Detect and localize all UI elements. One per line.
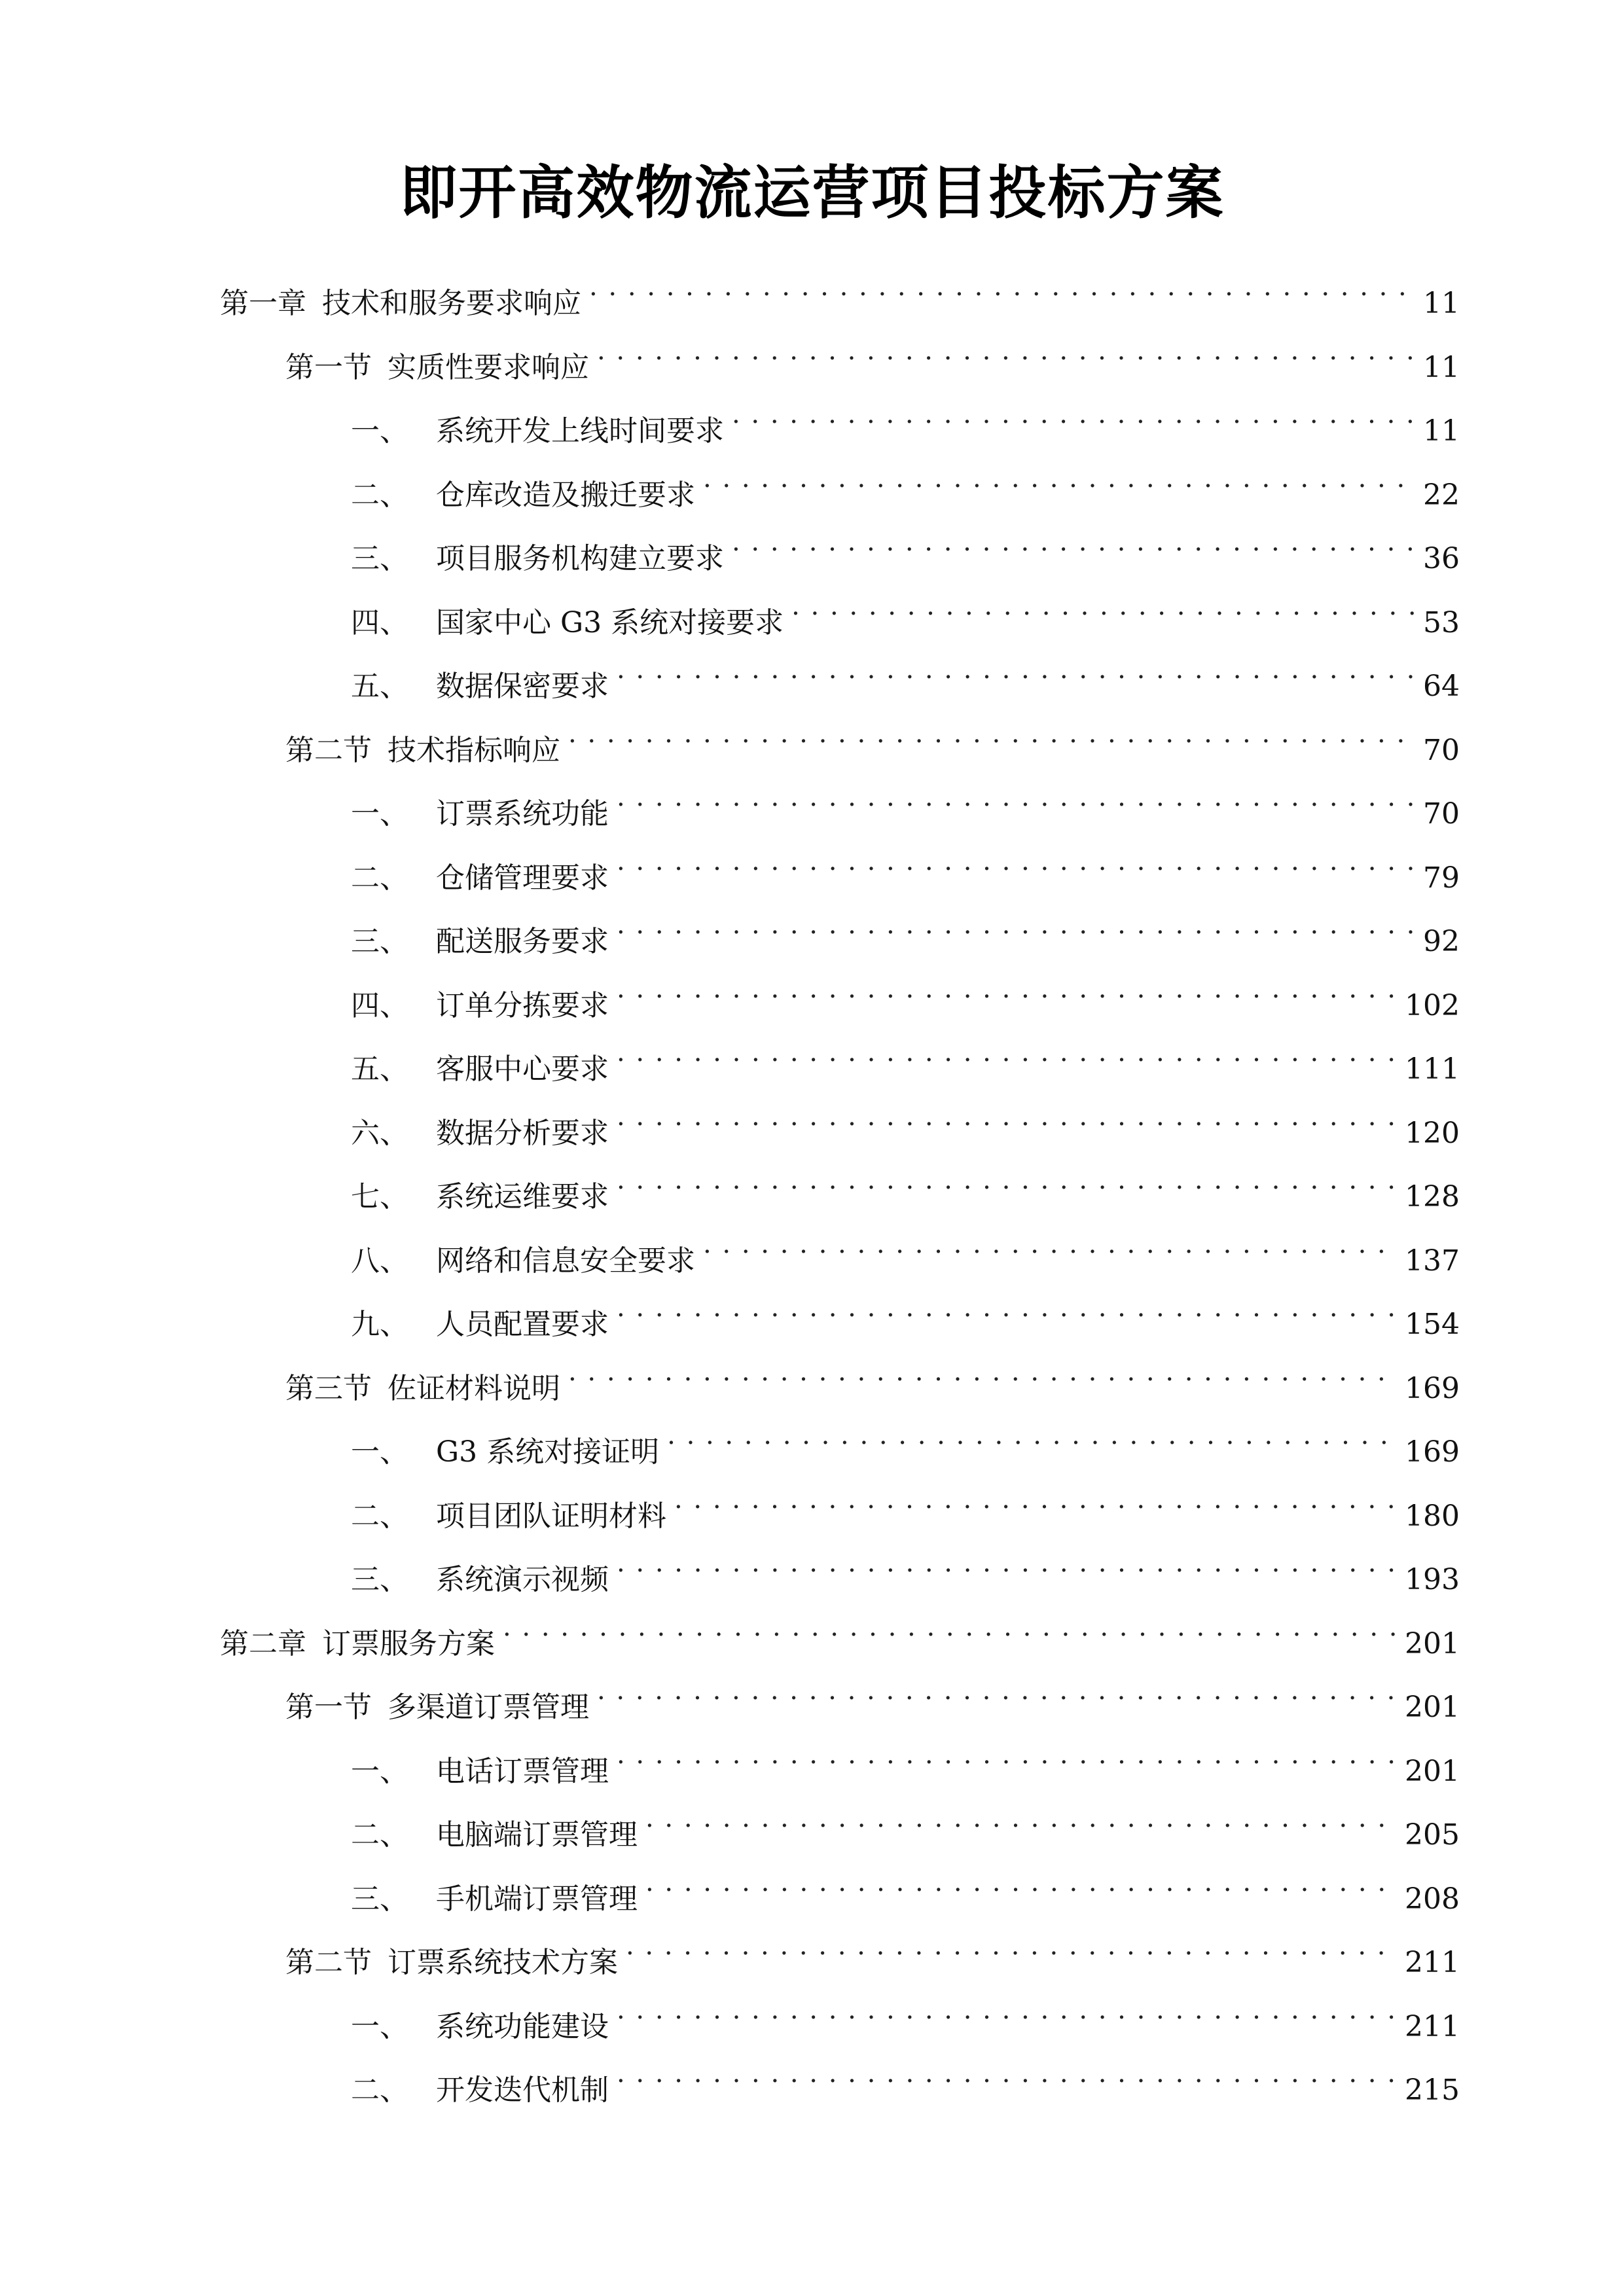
toc-entry-title: 国家中心 G3 系统对接要求 xyxy=(436,606,784,639)
toc-entry-title: 仓储管理要求 xyxy=(436,861,609,895)
toc-entry[interactable] xyxy=(351,1409,1460,1469)
toc-entry-page-number: 201 xyxy=(1405,1755,1460,1788)
toc-dot-leader xyxy=(617,963,1397,1015)
toc-entry-number: 一、 xyxy=(351,2010,408,2043)
toc-dot-leader xyxy=(617,1090,1397,1143)
toc-dot-leader xyxy=(503,1601,1397,1653)
toc-entry-title: 系统功能建设 xyxy=(436,2010,609,2043)
toc-dot-leader xyxy=(791,580,1415,632)
toc-entry-page-number: 201 xyxy=(1405,1627,1460,1660)
toc-entry-number: 第二节 xyxy=(285,734,372,767)
toc-entry[interactable] xyxy=(351,1282,1460,1341)
toc-entry-page-number: 53 xyxy=(1423,606,1460,639)
toc-entry-page-number: 11 xyxy=(1423,414,1460,448)
toc-entry[interactable] xyxy=(285,325,1460,384)
toc-entry-number: 二、 xyxy=(351,478,408,512)
toc-dot-leader xyxy=(597,1664,1397,1717)
toc-dot-leader xyxy=(626,1920,1397,1972)
toc-entry-title: 系统运维要求 xyxy=(436,1180,609,1213)
toc-entry-title: 系统开发上线时间要求 xyxy=(436,414,724,448)
toc-entry-title: 订票服务方案 xyxy=(322,1627,495,1660)
toc-entry[interactable] xyxy=(351,1026,1460,1086)
toc-entry-number: 四、 xyxy=(351,606,408,639)
toc-entry-title: 实质性要求响应 xyxy=(388,351,589,384)
toc-entry-number: 八、 xyxy=(351,1244,408,1278)
toc-entry-title: 客服中心要求 xyxy=(436,1052,609,1086)
toc-entry[interactable] xyxy=(285,1664,1460,1724)
toc-dot-leader xyxy=(617,1729,1397,1781)
toc-entry-title: 人员配置要求 xyxy=(436,1308,609,1341)
toc-entry[interactable] xyxy=(351,516,1460,575)
toc-entry[interactable] xyxy=(351,963,1460,1022)
toc-entry[interactable] xyxy=(285,1346,1460,1405)
toc-entry-number: 三、 xyxy=(351,925,408,958)
toc-entry-number: 第二章 xyxy=(220,1627,306,1660)
toc-entry-number: 三、 xyxy=(351,1563,408,1596)
toc-dot-leader xyxy=(617,643,1415,696)
toc-entry-number: 二、 xyxy=(351,861,408,895)
toc-dot-leader xyxy=(617,771,1415,823)
toc-entry-number: 二、 xyxy=(351,1499,408,1533)
toc-dot-leader xyxy=(732,388,1415,440)
toc-entry[interactable] xyxy=(351,835,1460,895)
toc-entry-page-number: 205 xyxy=(1405,1818,1460,1852)
toc-entry-title: 开发迭代机制 xyxy=(436,2073,609,2107)
toc-entry-title: 仓库改造及搬迁要求 xyxy=(436,478,695,512)
toc-entry-page-number: 211 xyxy=(1405,1946,1460,1979)
toc-entry-number: 九、 xyxy=(351,1308,408,1341)
toc-entry-page-number: 70 xyxy=(1423,797,1460,831)
toc-entry-page-number: 111 xyxy=(1405,1052,1460,1086)
toc-entry[interactable] xyxy=(351,1537,1460,1596)
toc-entry-page-number: 128 xyxy=(1405,1180,1460,1213)
toc-entry-title: G3 系统对接证明 xyxy=(436,1435,660,1469)
toc-entry[interactable] xyxy=(285,708,1460,767)
toc-dot-leader xyxy=(667,1409,1397,1462)
toc-entry-number: 一、 xyxy=(351,1435,408,1469)
toc-entry[interactable] xyxy=(351,1729,1460,1788)
toc-entry-page-number: 169 xyxy=(1405,1435,1460,1469)
toc-entry-number: 四、 xyxy=(351,989,408,1022)
toc-entry[interactable] xyxy=(351,1984,1460,2043)
toc-entry-page-number: 70 xyxy=(1423,734,1460,767)
toc-dot-leader xyxy=(568,1346,1397,1398)
toc-entry-title: 订票系统功能 xyxy=(436,797,609,831)
toc-entry[interactable] xyxy=(351,1154,1460,1213)
toc-entry-number: 六、 xyxy=(351,1117,408,1150)
toc-entry-number: 五、 xyxy=(351,670,408,703)
toc-entry-page-number: 64 xyxy=(1423,670,1460,703)
toc-entry-title: 佐证材料说明 xyxy=(388,1372,560,1405)
toc-entry[interactable] xyxy=(351,1090,1460,1150)
toc-entry-title: 电脑端订票管理 xyxy=(436,1818,638,1852)
toc-entry[interactable] xyxy=(351,1473,1460,1533)
toc-dot-leader xyxy=(617,1026,1397,1079)
toc-entry[interactable] xyxy=(351,452,1460,512)
toc-entry[interactable] xyxy=(220,260,1460,320)
toc-dot-leader xyxy=(703,452,1415,505)
toc-entry-number: 第一节 xyxy=(285,1691,372,1724)
toc-entry-page-number: 201 xyxy=(1405,1691,1460,1724)
toc-dot-leader xyxy=(617,1154,1397,1206)
toc-entry-title: 系统演示视频 xyxy=(436,1563,609,1596)
toc-dot-leader xyxy=(645,1792,1397,1844)
toc-entry-number: 七、 xyxy=(351,1180,408,1213)
toc-entry[interactable] xyxy=(285,1920,1460,1979)
document-title: 即开高效物流运营项目投标方案 xyxy=(399,159,1225,226)
toc-entry-title: 多渠道订票管理 xyxy=(388,1691,589,1724)
toc-entry-title: 电话订票管理 xyxy=(436,1755,609,1788)
toc-dot-leader xyxy=(597,325,1415,377)
toc-entry-page-number: 102 xyxy=(1405,989,1460,1022)
toc-dot-leader xyxy=(645,1856,1397,1909)
toc-entry[interactable] xyxy=(351,899,1460,958)
toc-entry-title: 数据分析要求 xyxy=(436,1117,609,1150)
toc-entry-page-number: 120 xyxy=(1405,1117,1460,1150)
toc-entry-title: 网络和信息安全要求 xyxy=(436,1244,695,1278)
toc-entry-page-number: 11 xyxy=(1423,287,1460,320)
toc-entry-title: 项目服务机构建立要求 xyxy=(436,542,724,575)
toc-entry-number: 一、 xyxy=(351,797,408,831)
toc-entry-title: 技术指标响应 xyxy=(388,734,560,767)
toc-entry-title: 项目团队证明材料 xyxy=(436,1499,666,1533)
toc-entry-page-number: 22 xyxy=(1423,478,1460,512)
toc-entry-page-number: 180 xyxy=(1405,1499,1460,1533)
toc-entry-page-number: 169 xyxy=(1405,1372,1460,1405)
toc-entry[interactable] xyxy=(220,1601,1460,1660)
toc-dot-leader xyxy=(617,1537,1397,1589)
toc-dot-leader xyxy=(617,1984,1397,2036)
toc-entry-page-number: 193 xyxy=(1405,1563,1460,1596)
toc-dot-leader xyxy=(617,899,1415,951)
toc-entry[interactable] xyxy=(351,388,1460,448)
toc-entry-number: 三、 xyxy=(351,542,408,575)
toc-entry-number: 第一节 xyxy=(285,351,372,384)
toc-entry-page-number: 11 xyxy=(1423,351,1460,384)
toc-entry-number: 第三节 xyxy=(285,1372,372,1405)
toc-entry-title: 技术和服务要求响应 xyxy=(322,287,581,320)
toc-entry-page-number: 36 xyxy=(1423,542,1460,575)
toc-entry-title: 数据保密要求 xyxy=(436,670,609,703)
toc-entry-title: 手机端订票管理 xyxy=(436,1882,638,1916)
toc-entry[interactable] xyxy=(351,1856,1460,1916)
toc-dot-leader xyxy=(703,1218,1397,1270)
toc-entry[interactable] xyxy=(351,580,1460,639)
toc-entry-page-number: 154 xyxy=(1405,1308,1460,1341)
toc-entry-number: 第二节 xyxy=(285,1946,372,1979)
toc-entry-number: 二、 xyxy=(351,1818,408,1852)
toc-entry[interactable] xyxy=(351,2047,1460,2107)
toc-dot-leader xyxy=(617,835,1415,888)
toc-entry-page-number: 208 xyxy=(1405,1882,1460,1916)
toc-entry[interactable] xyxy=(351,643,1460,703)
toc-entry-page-number: 215 xyxy=(1405,2073,1460,2107)
toc-entry-title: 订单分拣要求 xyxy=(436,989,609,1022)
toc-dot-leader xyxy=(674,1473,1397,1526)
toc-entry-page-number: 211 xyxy=(1405,2010,1460,2043)
toc-dot-leader xyxy=(589,260,1415,313)
toc-entry-number: 一、 xyxy=(351,1755,408,1788)
toc-entry[interactable] xyxy=(351,1218,1460,1278)
toc-entry-number: 三、 xyxy=(351,1882,408,1916)
toc-entry-page-number: 137 xyxy=(1405,1244,1460,1278)
toc-entry-page-number: 79 xyxy=(1423,861,1460,895)
toc-dot-leader xyxy=(617,2047,1397,2100)
toc-entry-number: 一、 xyxy=(351,414,408,448)
toc-dot-leader xyxy=(732,516,1415,568)
toc-dot-leader xyxy=(568,708,1415,760)
toc-dot-leader xyxy=(617,1282,1397,1334)
toc-entry-number: 二、 xyxy=(351,2073,408,2107)
toc-entry-number: 五、 xyxy=(351,1052,408,1086)
toc-entry-page-number: 92 xyxy=(1423,925,1460,958)
toc-entry-title: 配送服务要求 xyxy=(436,925,609,958)
toc-entry[interactable] xyxy=(351,1792,1460,1852)
toc-entry[interactable] xyxy=(351,771,1460,831)
toc-entry-number: 第一章 xyxy=(220,287,306,320)
toc-entry-title: 订票系统技术方案 xyxy=(388,1946,618,1979)
